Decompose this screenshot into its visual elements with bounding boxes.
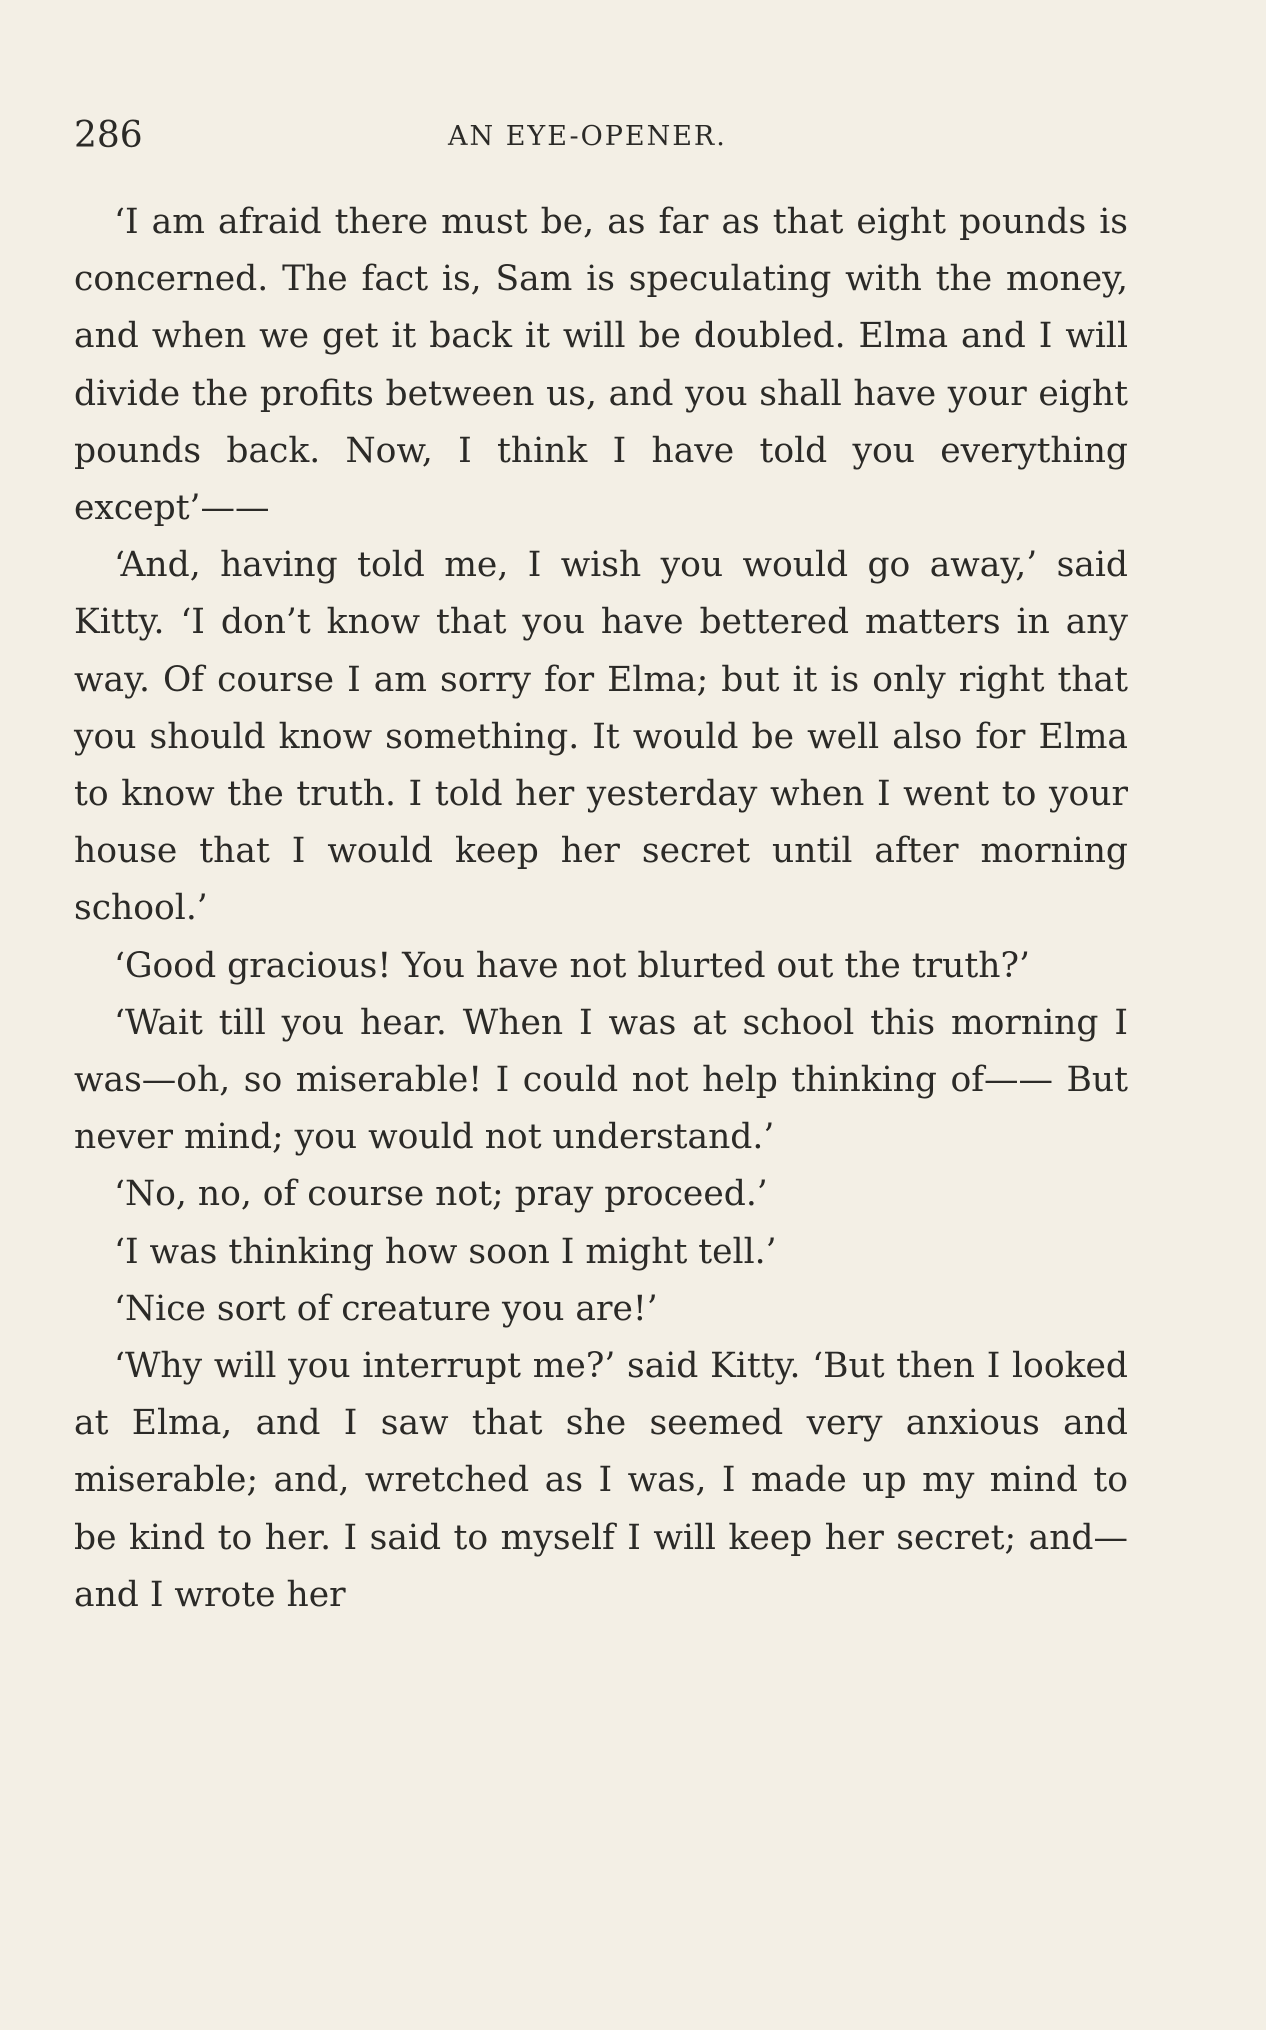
paragraph: ‘No, no, of course not; pray proceed.’ [114,1174,768,1215]
running-title: AN EYE-OPENER. [448,121,727,152]
paragraph: ‘I was thinking how soon I might tell.’ [114,1231,777,1272]
paragraph: ‘Wait till you hear. When I was at school this morning I was—oh, so miserable! I could not help thinking of—— But never mind; you would not understand.’ [74,1002,1128,1158]
body-text [74,194,1128,1624]
page-number: 286 [74,115,143,156]
page-header [74,112,1136,162]
paragraph: ‘Why will you interrupt me?’ said Kitty. ‘But then I looked at Elma, and I saw that she seemed very anxious and miserable; and, wretched as I was, I made up my mind to be kind to her. I said to myself I will keep her secret; and—and I wrote her [74,1346,1128,1615]
paragraph: ‘I am afraid there must be, as far as that eight pounds is concerned. The fact is, Sam is speculating with the money, and when we get it back it will be doubled. Elma and I will divide the profits between us, and you shall have your eight pounds back. Now, I think I have told you everything except’—— [74,202,1128,529]
paragraph: ‘And, having told me, I wish you would go away,’ said Kitty. ‘I don’t know that you have bettered matters in any way. Of course I am sorry for Elma; but it is only right that you should know something. It would be well also for Elma to know the truth. I told her yesterday when I went to your house that I would keep her secret until after morning school.’ [74,545,1128,929]
paragraph: ‘Nice sort of creature you are!’ [114,1288,658,1329]
paragraph: ‘Good gracious! You have not blurted out the truth?’ [114,945,1030,986]
